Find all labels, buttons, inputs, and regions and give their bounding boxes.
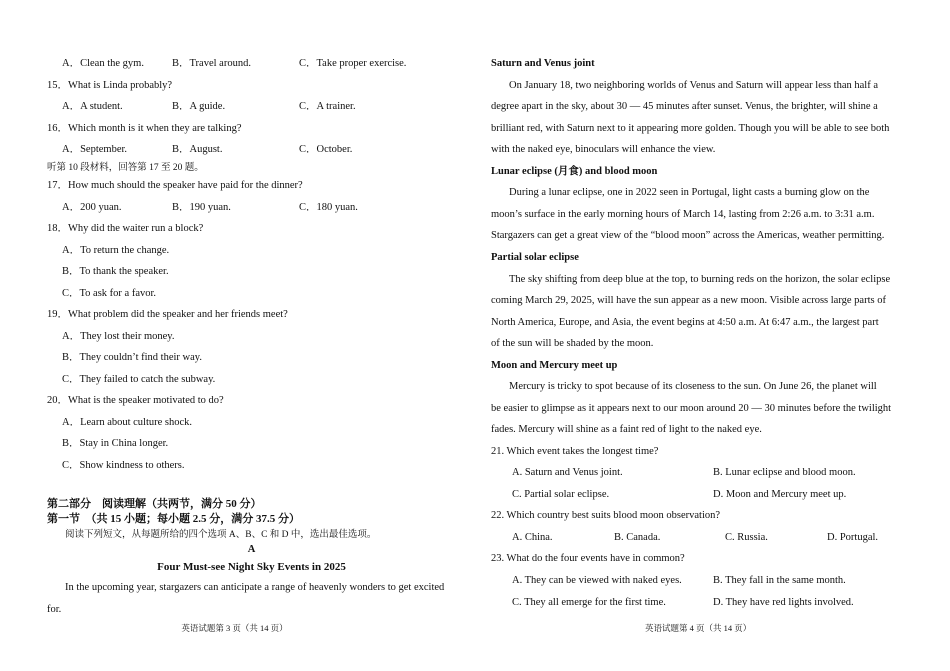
q16-option-a[interactable]: A．September. [62, 144, 128, 155]
q14-option-a[interactable]: A．Clean the gym. [62, 58, 144, 69]
q17-stem: 17．How much should the speaker have paid for the dinner? [47, 180, 303, 191]
part2-heading: 第二部分 阅读理解（共两节，满分 50 分） [47, 498, 262, 510]
s1-line: degree apart in the sky, about 30 — 45 minutes after sunset. Venus, the brighter, will shine a [491, 101, 878, 112]
s2-line: moon’s surface in the early morning hours of March 14, lasting from 2:26 a.m. to 3:31 a.m. [491, 209, 875, 220]
q14-option-c[interactable]: C．Take proper exercise. [299, 58, 407, 69]
q23-stem: 23. What do the four events have in common? [491, 553, 685, 564]
q20-stem: 20．What is the speaker motivated to do? [47, 395, 224, 406]
q18-option-b[interactable]: B．To thank the speaker. [62, 266, 169, 277]
s3-line: of the sun will be shaded by the moon. [491, 338, 654, 349]
q15-option-a[interactable]: A．A student. [62, 101, 123, 112]
q19-option-a[interactable]: A．They lost their money. [62, 331, 175, 342]
q19-option-c[interactable]: C．They failed to catch the subway. [62, 374, 216, 385]
q15-option-c[interactable]: C．A trainer. [299, 101, 356, 112]
q17-option-a[interactable]: A．200 yuan. [62, 202, 122, 213]
q22-option-d[interactable]: D. Portugal. [827, 532, 879, 543]
s3-title: Partial solar eclipse [491, 252, 579, 263]
passage-intro-line1: In the upcoming year, stargazers can anticipate a range of heavenly wonders to get excited [65, 582, 445, 593]
q23-option-b[interactable]: B. They fall in the same month. [713, 575, 846, 586]
section1-heading: 第一节 （共 15 小题；每小题 2.5 分，满分 37.5 分） [47, 513, 300, 525]
s4-line: fades. Mercury will shine as a faint red of light to the naked eye. [491, 424, 762, 435]
q16-stem: 16．Which month is it when they are talking? [47, 123, 242, 134]
q21-stem: 21. Which event takes the longest time? [491, 446, 659, 457]
s1-title: Saturn and Venus joint [491, 58, 595, 69]
q17-option-c[interactable]: C．180 yuan. [299, 202, 358, 213]
q21-option-b[interactable]: B. Lunar eclipse and blood moon. [713, 467, 856, 478]
q20-option-c[interactable]: C．Show kindness to others. [62, 460, 185, 471]
s1-line: On January 18, two neighboring worlds of Venus and Saturn will appear less than half a [509, 80, 878, 91]
page-footer-left: 英语试题第 3 页（共 14 页） [181, 623, 288, 633]
q22-option-c[interactable]: C. Russia. [725, 532, 768, 543]
q21-option-a[interactable]: A. Saturn and Venus joint. [512, 467, 623, 478]
s4-line: be easier to glimpse as it appears next to our moon around 20 — 30 minutes before the twilight [491, 403, 892, 414]
passage-intro-line2: for. [47, 604, 62, 615]
q18-stem: 18．Why did the waiter run a block? [47, 223, 204, 234]
passage-title: Four Must-see Night Sky Events in 2025 [157, 561, 346, 573]
listening-instruction: 听第 10 段材料，回答第 17 至 20 题。 [47, 163, 204, 173]
q23-option-d[interactable]: D. They have red lights involved. [713, 597, 854, 608]
q21-option-d[interactable]: D. Moon and Mercury meet up. [713, 489, 847, 500]
s4-title: Moon and Mercury meet up [491, 360, 618, 371]
q16-option-c[interactable]: C．October. [299, 144, 353, 155]
s2-title: Lunar eclipse (月食) and blood moon [491, 166, 658, 177]
q21-option-c[interactable]: C. Partial solar eclipse. [512, 489, 610, 500]
q23-option-c[interactable]: C. They all emerge for the first time. [512, 597, 666, 608]
passage-letter: A [247, 544, 256, 555]
page-footer-right: 英语试题第 4 页（共 14 页） [645, 623, 752, 633]
q22-stem: 22. Which country best suits blood moon observation? [491, 510, 721, 521]
s4-line: Mercury is tricky to spot because of its closeness to the sun. On June 26, the planet will [509, 381, 877, 392]
reading-instruction: 阅读下列短文，从每题所给的四个选项 A、B、C 和 D 中，选出最佳选项。 [65, 530, 377, 540]
s3-line: North America, Europe, and Asia, the event begins at 4:50 a.m. At 6:47 a.m., the largest part [491, 317, 879, 328]
s1-line: brilliant red, with Saturn next to it appearing more golden. Though you will be able to see both [491, 123, 890, 134]
q23-option-a[interactable]: A. They can be viewed with naked eyes. [512, 575, 682, 586]
s3-line: coming March 29, 2025, will have the sun appear as a new moon. Visible across large parts of [491, 295, 886, 306]
q17-option-b[interactable]: B．190 yuan. [172, 202, 231, 213]
q22-option-b[interactable]: B. Canada. [614, 532, 661, 543]
q16-option-b[interactable]: B．August. [172, 144, 223, 155]
s2-line: Stargazers can get a great view of the “blood moon” across the Americas, weather permitting. [491, 230, 885, 241]
q18-option-c[interactable]: C．To ask for a favor. [62, 288, 157, 299]
q22-option-a[interactable]: A. China. [512, 532, 553, 543]
q20-option-a[interactable]: A．Learn about culture shock. [62, 417, 193, 428]
q19-option-b[interactable]: B．They couldn’t find their way. [62, 352, 202, 363]
s2-line: During a lunar eclipse, one in 2022 seen in Portugal, light casts a burning glow on the [509, 187, 870, 198]
q15-stem: 15．What is Linda probably? [47, 80, 173, 91]
q19-stem: 19．What problem did the speaker and her friends meet? [47, 309, 288, 320]
q18-option-a[interactable]: A．To return the change. [62, 245, 170, 256]
s1-line: with the naked eye, binoculars will enhance the view. [491, 144, 716, 155]
q20-option-b[interactable]: B．Stay in China longer. [62, 438, 169, 449]
s3-line: The sky shifting from deep blue at the top, to burning reds on the horizon, the solar eclipse [509, 274, 891, 285]
q14-option-b[interactable]: B．Travel around. [172, 58, 251, 69]
q15-option-b[interactable]: B．A guide. [172, 101, 226, 112]
